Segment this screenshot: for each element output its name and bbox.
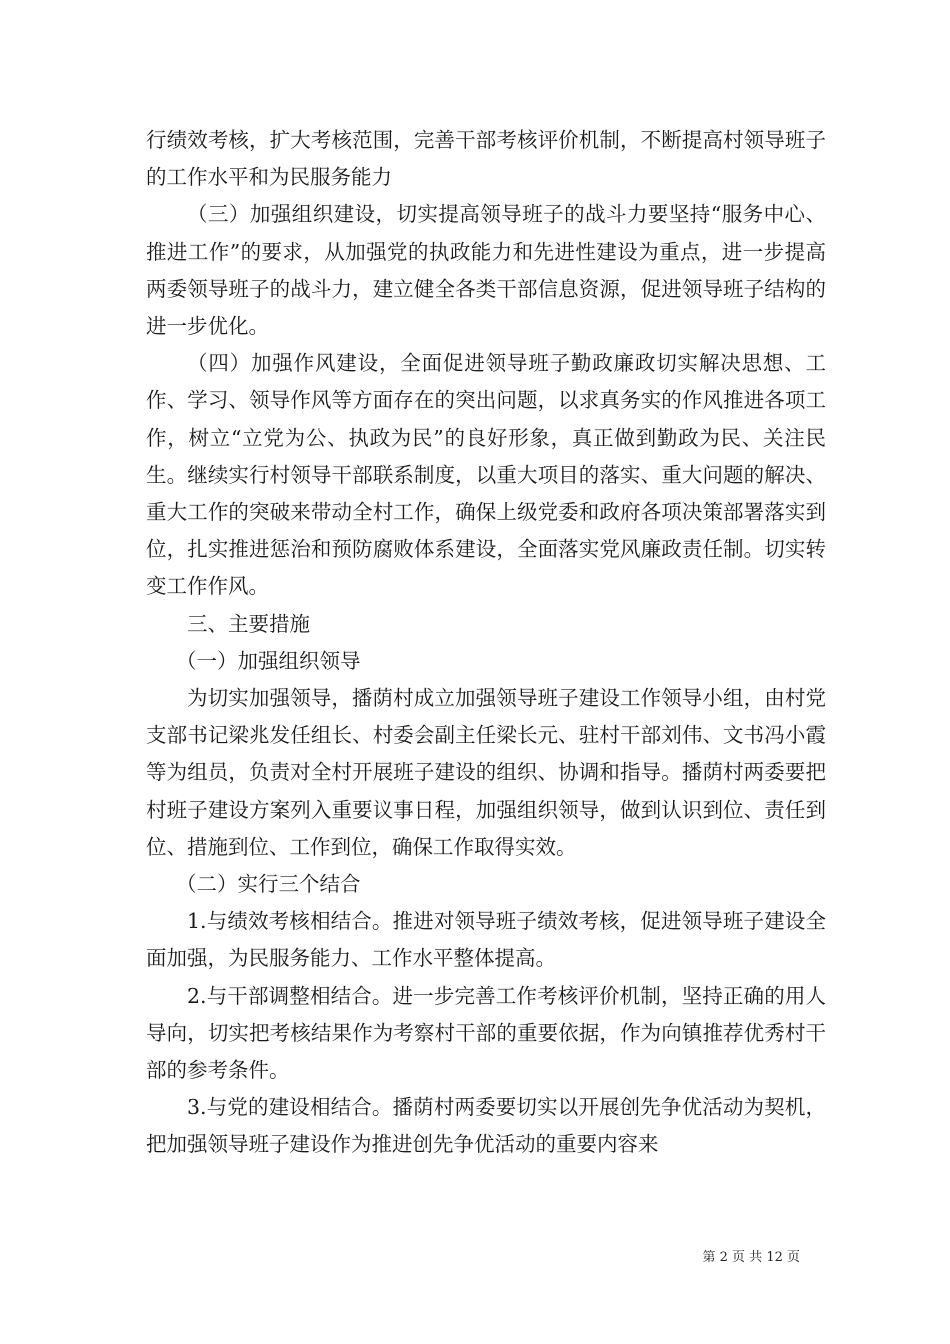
paragraph-continuation: 行绩效考核，扩大考核范围，完善干部考核评价机制，不断提高村领导班子的工作水平和为民服务能力 [146,128,826,190]
paragraph-section-3-org: （三）加强组织建设，切实提高领导班子的战斗力要坚持“服务中心、推进工作”的要求，从加强党的执政能力和先进性建设为重点，进一步提高两委领导班子的战斗力，建立健全各类干部信息资源，促进领导班子结构的进一步优化。 [146,202,826,339]
subheading-org-leadership: （一）加强组织领导 [176,648,361,673]
paragraph-leadership-group: 为切实加强领导，播荫村成立加强领导班子建设工作领导小组，由村党支部书记梁兆发任组长、村委会副主任梁长元、驻村干部刘伟、文书冯小霞等为组员，负责对全村开展班子建设的组织、协调和指导。播荫村两委要把村班子建设方案列入重要议事日程，加强组织领导，做到认识到位、责任到位、措施到位、工作到位，确保工作取得实效。 [146,686,826,859]
document-body [146,122,826,1164]
page-number: 第 2 页 共 12 页 [702,1250,800,1265]
subheading-three-combinations: （二）实行三个结合 [176,872,361,897]
heading-main-measures: 三、主要措施 [187,611,310,636]
list-item-performance: 1.与绩效考核相结合。推进对领导班子绩效考核，促进领导班子建设全面加强，为民服务能力、工作水平整体提高。 [146,909,826,971]
paragraph-section-4-style: （四）加强作风建设，全面促进领导班子勤政廉政切实解决思想、工作、学习、领导作风等方面存在的突出问题，以求真务实的作风推进各项工作，树立“立党为公、执政为民”的良好形象，真正做到勤政为民、关注民生。继续实行村领导干部联系制度，以重大项目的落实、重大问题的解决、重大工作的突破来带动全村工作，确保上级党委和政府各项决策部署落实到位，扎实推进惩治和预防腐败体系建设，全面落实党风廉政责任制。切实转变工作作风。 [146,351,826,599]
list-item-cadre-adjustment: 2.与干部调整相结合。进一步完善工作考核评价机制，坚持正确的用人导向，切实把考核结果作为考察村干部的重要依据，作为向镇推荐优秀村干部的参考条件。 [146,983,826,1083]
list-item-party-building: 3.与党的建设相结合。播荫村两委要切实以开展创先争优活动为契机，把加强领导班子建设作为推进创先争优活动的重要内容来 [146,1095,826,1157]
